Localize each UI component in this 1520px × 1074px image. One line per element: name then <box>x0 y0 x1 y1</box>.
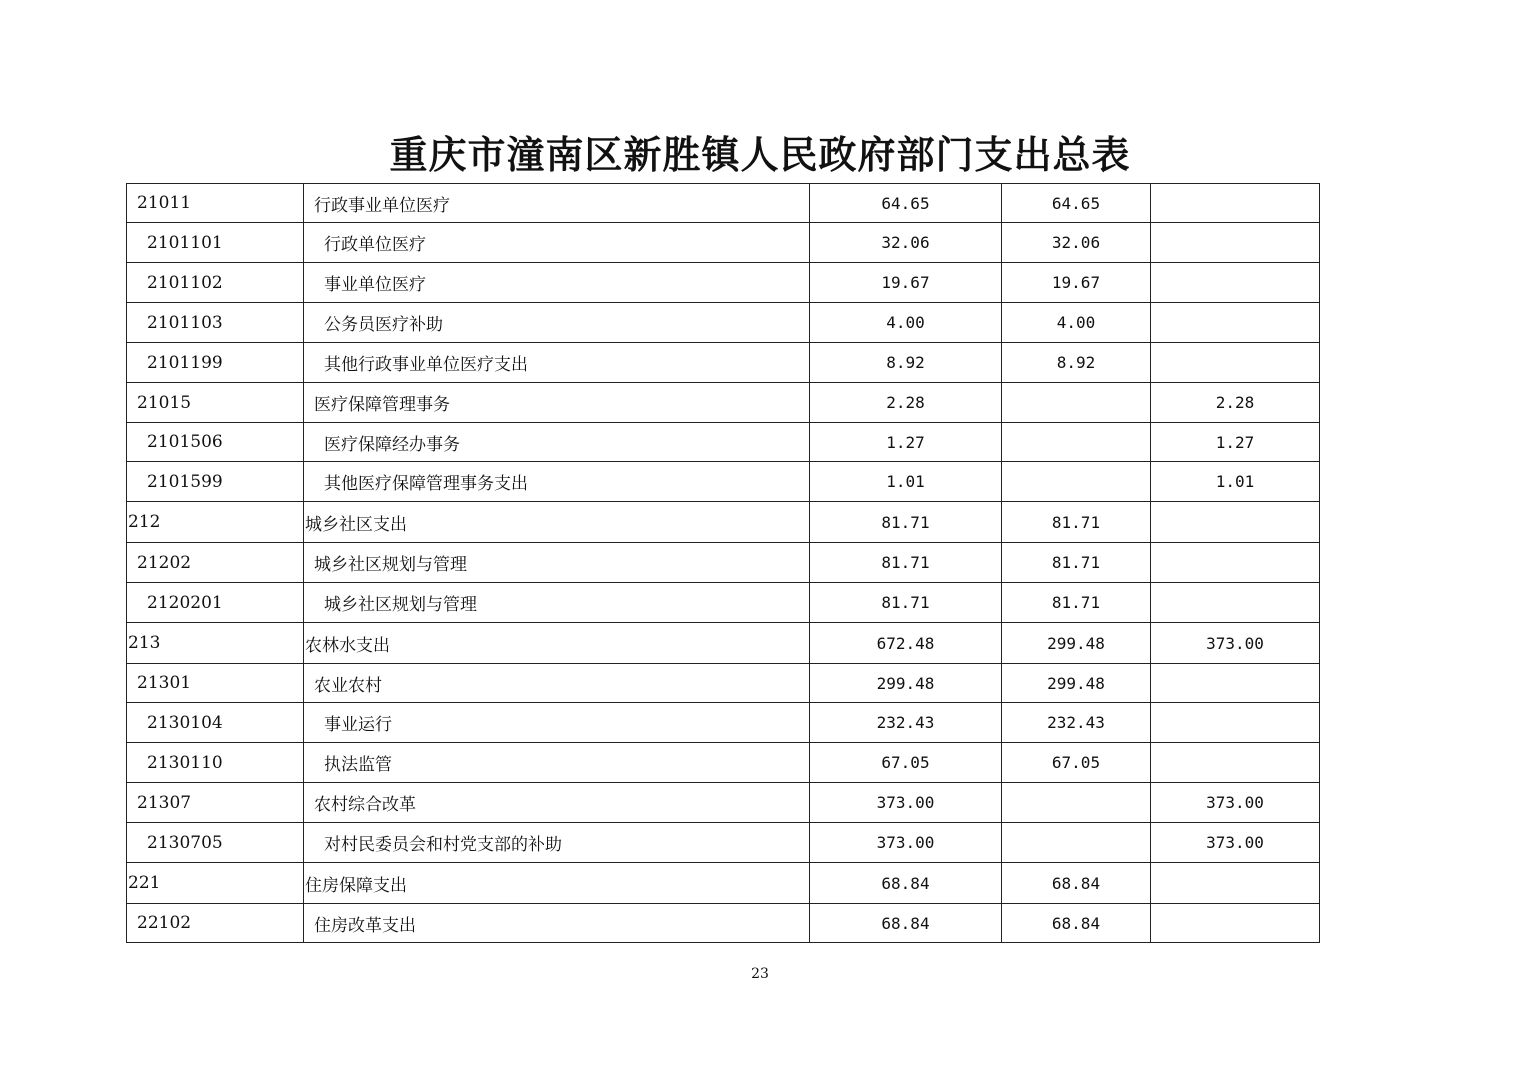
table-row <box>127 823 1320 863</box>
table-row <box>127 664 1320 703</box>
table-row <box>127 904 1320 943</box>
table-row <box>127 623 1320 664</box>
row-name-cell: 住房保障支出 <box>304 863 810 904</box>
row-project-cell <box>1151 263 1320 303</box>
row-project-cell <box>1151 863 1320 904</box>
row-code-cell: 2101102 <box>127 263 304 303</box>
row-name-cell: 执法监管 <box>304 743 810 783</box>
row-basic-cell <box>1002 462 1151 502</box>
row-total-cell: 67.05 <box>810 743 1002 783</box>
row-name-cell: 医疗保障管理事务 <box>304 383 810 423</box>
table-body <box>127 184 1320 943</box>
row-project-cell: 1.01 <box>1151 462 1320 502</box>
row-project-cell <box>1151 184 1320 223</box>
table-row <box>127 383 1320 423</box>
row-project-cell <box>1151 703 1320 743</box>
row-basic-cell: 64.65 <box>1002 184 1151 223</box>
row-project-cell <box>1151 223 1320 263</box>
row-code-cell: 213 <box>127 623 304 664</box>
row-project-cell <box>1151 743 1320 783</box>
row-total-cell: 81.71 <box>810 543 1002 583</box>
row-name-cell: 对村民委员会和村党支部的补助 <box>304 823 810 863</box>
row-basic-cell: 81.71 <box>1002 583 1151 623</box>
row-code-cell: 2130705 <box>127 823 304 863</box>
row-total-cell: 373.00 <box>810 823 1002 863</box>
row-total-cell: 299.48 <box>810 664 1002 703</box>
row-name-cell: 行政事业单位医疗 <box>304 184 810 223</box>
row-project-cell <box>1151 543 1320 583</box>
table-row <box>127 343 1320 383</box>
row-name-cell: 公务员医疗补助 <box>304 303 810 343</box>
row-total-cell: 672.48 <box>810 623 1002 664</box>
row-code-cell: 2130104 <box>127 703 304 743</box>
row-name-cell: 住房改革支出 <box>304 904 810 943</box>
table-row <box>127 263 1320 303</box>
row-total-cell: 4.00 <box>810 303 1002 343</box>
row-total-cell: 64.65 <box>810 184 1002 223</box>
row-code-cell: 2101506 <box>127 423 304 462</box>
row-name-cell: 城乡社区支出 <box>304 502 810 543</box>
row-basic-cell: 232.43 <box>1002 703 1151 743</box>
row-project-cell: 2.28 <box>1151 383 1320 423</box>
row-total-cell: 19.67 <box>810 263 1002 303</box>
row-project-cell: 373.00 <box>1151 623 1320 664</box>
row-total-cell: 81.71 <box>810 502 1002 543</box>
row-total-cell: 32.06 <box>810 223 1002 263</box>
table-row <box>127 502 1320 543</box>
row-project-cell <box>1151 343 1320 383</box>
row-total-cell: 68.84 <box>810 863 1002 904</box>
row-project-cell <box>1151 904 1320 943</box>
table-row <box>127 783 1320 823</box>
row-code-cell: 2101101 <box>127 223 304 263</box>
row-basic-cell <box>1002 823 1151 863</box>
table-row <box>127 703 1320 743</box>
row-code-cell: 2101103 <box>127 303 304 343</box>
table-row <box>127 863 1320 904</box>
row-code-cell: 22102 <box>127 904 304 943</box>
row-project-cell: 373.00 <box>1151 783 1320 823</box>
expense-table <box>126 183 1320 943</box>
page-title: 重庆市潼南区新胜镇人民政府部门支出总表 <box>389 132 1131 177</box>
row-name-cell: 城乡社区规划与管理 <box>304 583 810 623</box>
table-row <box>127 543 1320 583</box>
row-basic-cell: 299.48 <box>1002 623 1151 664</box>
row-name-cell: 医疗保障经办事务 <box>304 423 810 462</box>
table-row <box>127 423 1320 462</box>
row-name-cell: 行政单位医疗 <box>304 223 810 263</box>
row-name-cell: 农林水支出 <box>304 623 810 664</box>
row-code-cell: 2101599 <box>127 462 304 502</box>
row-total-cell: 232.43 <box>810 703 1002 743</box>
row-project-cell <box>1151 664 1320 703</box>
row-name-cell: 其他行政事业单位医疗支出 <box>304 343 810 383</box>
row-basic-cell: 67.05 <box>1002 743 1151 783</box>
row-total-cell: 81.71 <box>810 583 1002 623</box>
row-code-cell: 21011 <box>127 184 304 223</box>
row-basic-cell: 4.00 <box>1002 303 1151 343</box>
row-name-cell: 其他医疗保障管理事务支出 <box>304 462 810 502</box>
row-total-cell: 1.01 <box>810 462 1002 502</box>
row-project-cell <box>1151 583 1320 623</box>
row-code-cell: 21202 <box>127 543 304 583</box>
row-project-cell <box>1151 502 1320 543</box>
page-number: 23 <box>751 966 769 982</box>
row-total-cell: 2.28 <box>810 383 1002 423</box>
row-code-cell: 21301 <box>127 664 304 703</box>
row-code-cell: 2101199 <box>127 343 304 383</box>
table-row <box>127 583 1320 623</box>
row-code-cell: 2130110 <box>127 743 304 783</box>
row-total-cell: 8.92 <box>810 343 1002 383</box>
row-basic-cell: 8.92 <box>1002 343 1151 383</box>
row-basic-cell <box>1002 783 1151 823</box>
row-basic-cell: 68.84 <box>1002 904 1151 943</box>
row-total-cell: 68.84 <box>810 904 1002 943</box>
row-basic-cell: 81.71 <box>1002 543 1151 583</box>
row-basic-cell: 19.67 <box>1002 263 1151 303</box>
row-name-cell: 农业农村 <box>304 664 810 703</box>
row-name-cell: 农村综合改革 <box>304 783 810 823</box>
row-code-cell: 21015 <box>127 383 304 423</box>
row-code-cell: 21307 <box>127 783 304 823</box>
row-total-cell: 373.00 <box>810 783 1002 823</box>
row-total-cell: 1.27 <box>810 423 1002 462</box>
row-basic-cell: 32.06 <box>1002 223 1151 263</box>
row-project-cell: 373.00 <box>1151 823 1320 863</box>
row-code-cell: 2120201 <box>127 583 304 623</box>
row-basic-cell: 68.84 <box>1002 863 1151 904</box>
row-project-cell: 1.27 <box>1151 423 1320 462</box>
row-basic-cell: 299.48 <box>1002 664 1151 703</box>
table-row <box>127 303 1320 343</box>
row-project-cell <box>1151 303 1320 343</box>
table-row <box>127 223 1320 263</box>
row-code-cell: 221 <box>127 863 304 904</box>
table-row <box>127 743 1320 783</box>
row-basic-cell <box>1002 383 1151 423</box>
row-name-cell: 事业运行 <box>304 703 810 743</box>
row-basic-cell: 81.71 <box>1002 502 1151 543</box>
table-row <box>127 462 1320 502</box>
row-name-cell: 城乡社区规划与管理 <box>304 543 810 583</box>
row-code-cell: 212 <box>127 502 304 543</box>
table-row <box>127 184 1320 223</box>
row-name-cell: 事业单位医疗 <box>304 263 810 303</box>
row-basic-cell <box>1002 423 1151 462</box>
